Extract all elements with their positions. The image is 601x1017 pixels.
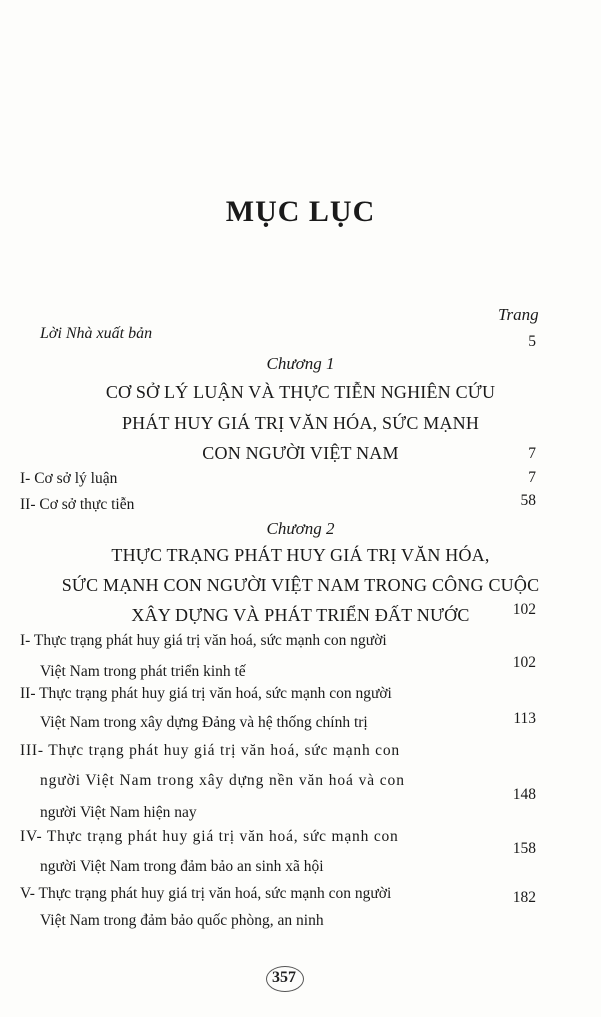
footer-page-number: 357 <box>262 966 306 990</box>
section-label-cont: Việt Nam trong đảm bảo quốc phòng, an ninh <box>40 912 324 929</box>
section-label-cont: người Việt Nam hiện nay <box>40 804 197 821</box>
section-label: V- Thực trạng phát huy giá trị văn hoá, sức mạnh con người <box>20 885 392 902</box>
chapter1-label: Chương 1 <box>266 354 335 373</box>
section-page: 102 <box>512 654 536 671</box>
section-label: I- Thực trạng phát huy giá trị văn hoá, sức mạnh con người <box>20 632 387 649</box>
section-label: I- Cơ sở lý luận <box>20 470 118 487</box>
section-label: IV- Thực trạng phát huy giá trị văn hoá, sức mạnh con <box>20 828 399 845</box>
preface-page: 5 <box>528 333 536 350</box>
section-label-cont: người Việt Nam trong đảm bảo an sinh xã hội <box>40 858 324 875</box>
chapter2-title-line: THỰC TRẠNG PHÁT HUY GIÁ TRỊ VĂN HÓA, <box>111 545 490 565</box>
chapter2-title-line: XÂY DỰNG VÀ PHÁT TRIỂN ĐẤT NƯỚC <box>131 605 470 625</box>
section-label: II- Thực trạng phát huy giá trị văn hoá, sức mạnh con người <box>20 685 392 702</box>
section-label-cont: Việt Nam trong xây dựng Đảng và hệ thống chính trị <box>40 714 368 731</box>
page-title: MỤC LỤC <box>225 195 376 228</box>
section-label: II- Cơ sở thực tiễn <box>20 496 135 513</box>
section-page: 182 <box>512 889 536 906</box>
section-label: III- Thực trạng phát huy giá trị văn hoá, sức mạnh con <box>20 742 400 759</box>
section-page: 158 <box>512 840 536 857</box>
section-page: 7 <box>528 469 536 486</box>
section-label-cont: Việt Nam trong phát triển kinh tế <box>40 663 246 680</box>
chapter2-page: 102 <box>512 601 536 618</box>
section-page: 58 <box>520 492 536 509</box>
preface-label: Lời Nhà xuất bản <box>40 325 153 342</box>
chapter1-title-line: PHÁT HUY GIÁ TRỊ VĂN HÓA, SỨC MẠNH <box>121 413 480 433</box>
chapter1-title-line: CON NGƯỜI VIỆT NAM <box>202 443 399 463</box>
section-page: 148 <box>512 786 536 803</box>
chapter1-page: 7 <box>528 445 536 462</box>
section-label-cont: người Việt Nam trong xây dựng nền văn hoá và con <box>40 772 405 789</box>
section-page: 113 <box>513 710 536 727</box>
chapter1-title-line: CƠ SỞ LÝ LUẬN VÀ THỰC TIỄN NGHIÊN CỨU <box>105 382 496 402</box>
chapter2-label: Chương 2 <box>266 519 335 538</box>
page-column-label: Trang <box>498 305 539 324</box>
chapter2-title-line: SỨC MẠNH CON NGƯỜI VIỆT NAM TRONG CÔNG CUỘC <box>61 575 540 595</box>
